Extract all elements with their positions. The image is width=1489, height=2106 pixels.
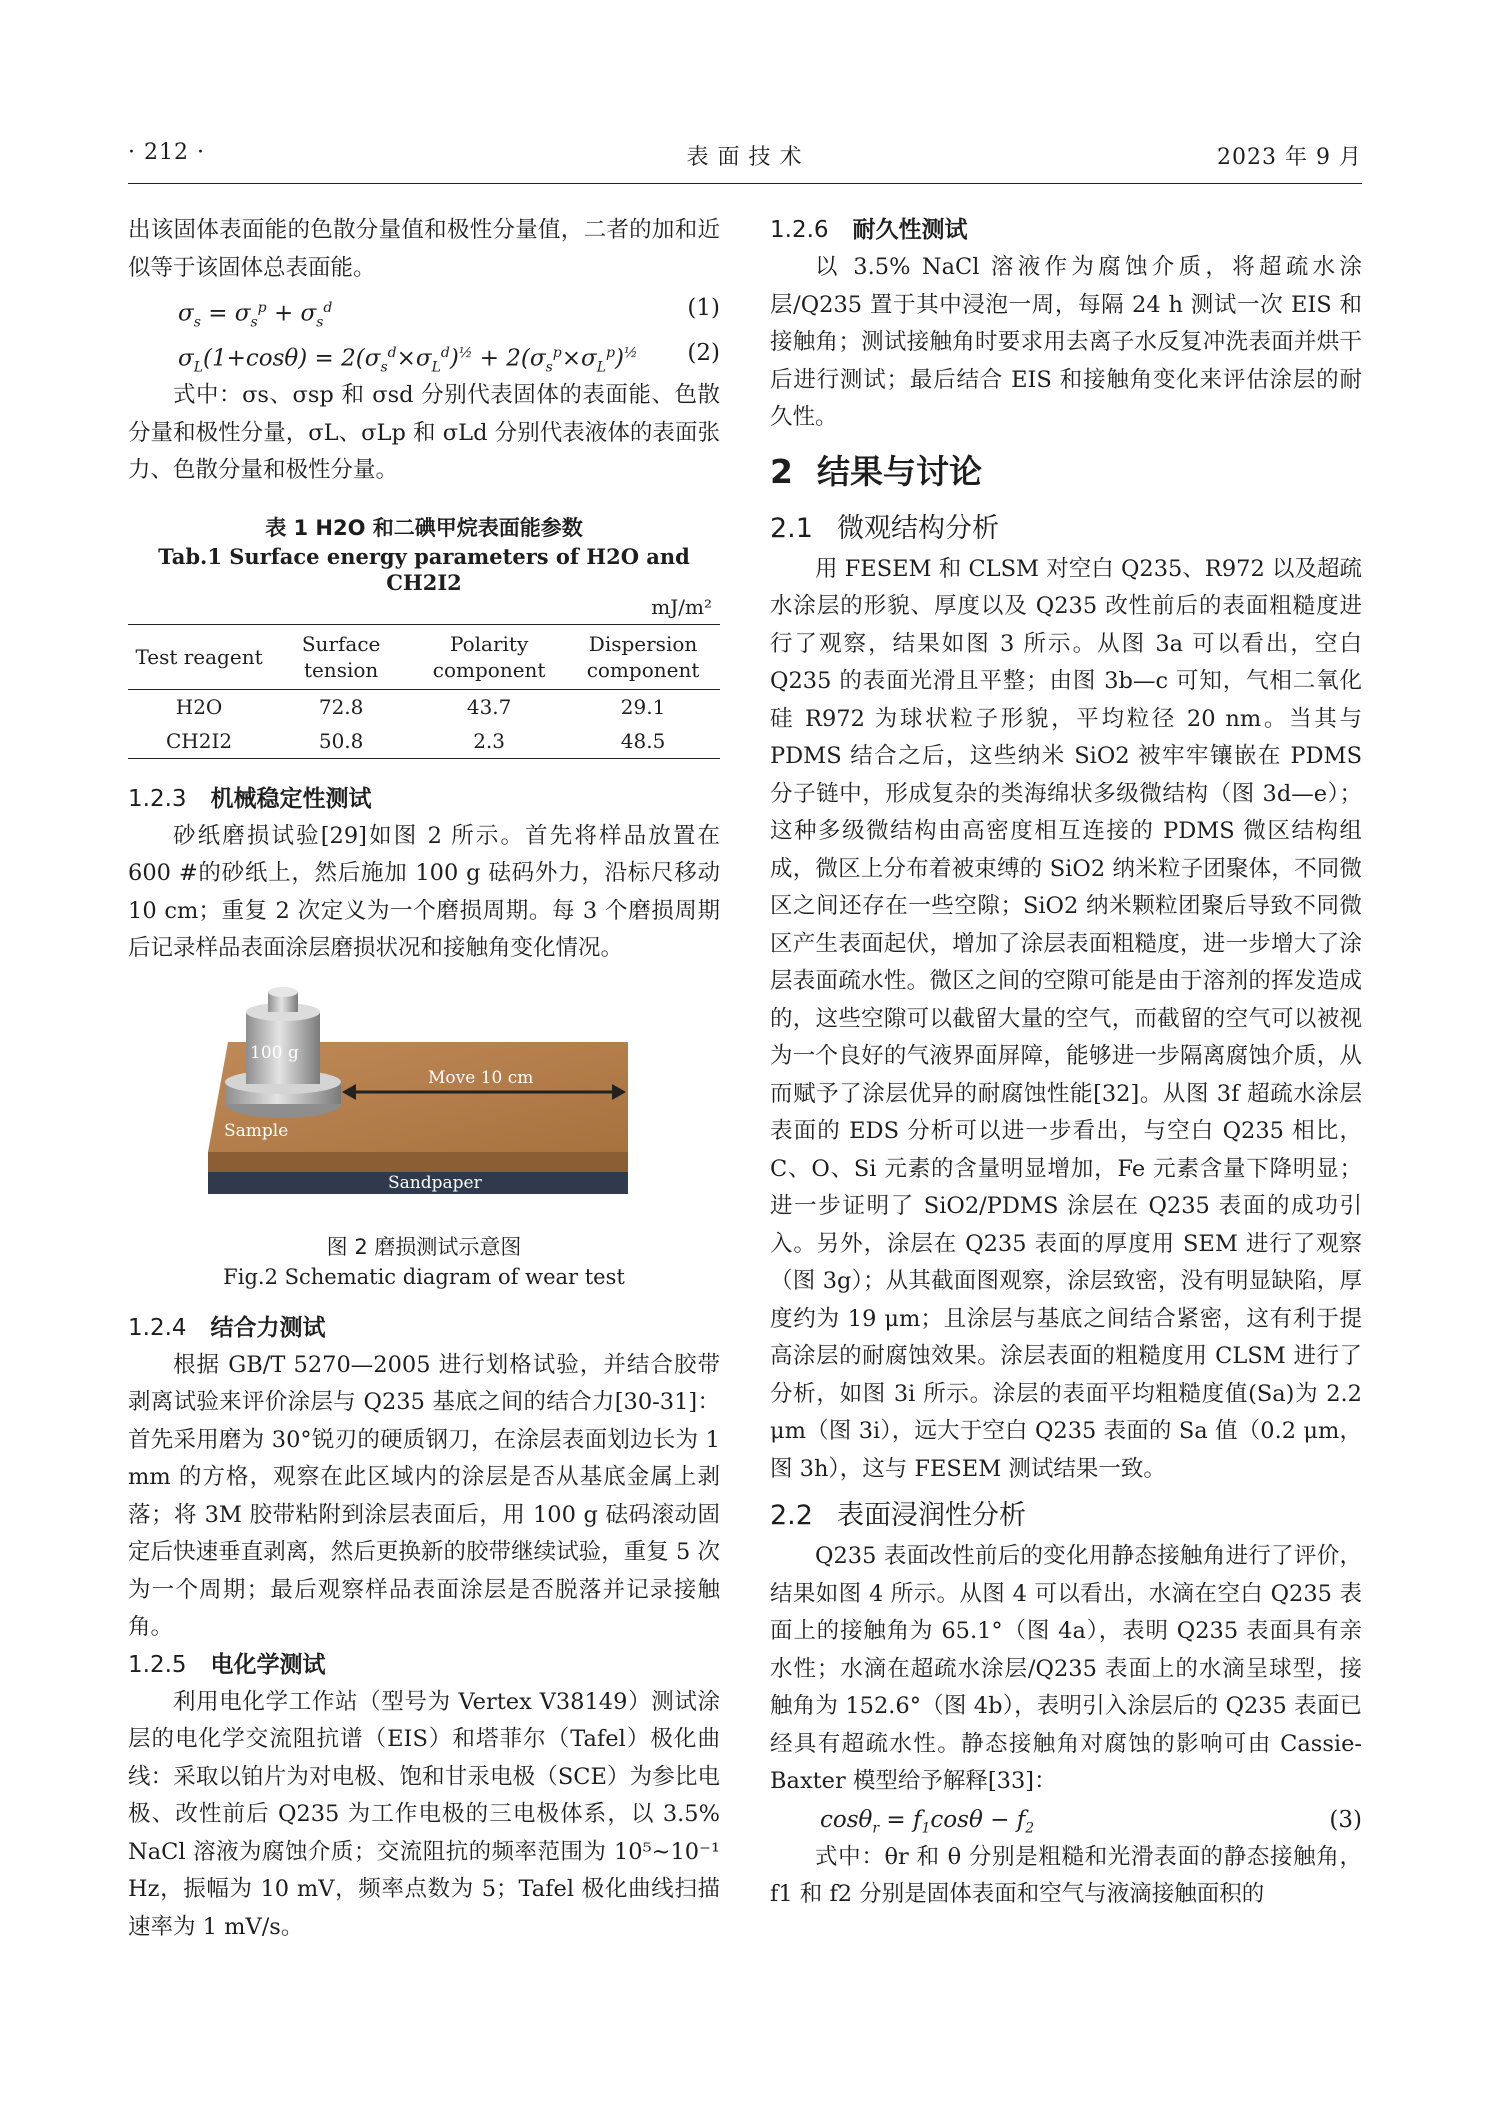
section-1-2-4-heading bbox=[128, 1310, 720, 1347]
section-title: 电化学测试 bbox=[210, 1651, 326, 1678]
sample-label: Sample bbox=[224, 1120, 289, 1141]
section-title: 微观结构分析 bbox=[836, 512, 999, 544]
surface-energy-table bbox=[128, 624, 720, 759]
table-header-cell: Surface tension bbox=[270, 624, 412, 689]
table-cell: 48.5 bbox=[566, 724, 720, 759]
section-2-1-heading bbox=[770, 507, 1362, 551]
equation-2-number: (2) bbox=[687, 340, 720, 366]
table-cell: 43.7 bbox=[466, 694, 512, 719]
section-title: 结合力测试 bbox=[210, 1314, 326, 1341]
table-row bbox=[128, 689, 720, 724]
section-1-2-5-text: 利用电化学工作站（型号为 Vertex V38149）测试涂层的电化学交流阻抗谱（EIS）和塔菲尔（Tafel）极化曲线：采取以铂片为对电极、饱和甘汞电极（SCE）为参比电极、改性前后 Q235 为工作电极的三电极体系，以 3.5% NaCl 溶液为腐蚀介质；交流阻抗的频率范围为 10⁵~10⁻¹ Hz，振幅为 10 mV，频率点数为 5；Tafel 极化曲线扫描速率为 1 mV/s。 bbox=[128, 1688, 720, 1940]
section-1-2-3-text: 砂纸磨损试验[29]如图 2 所示。首先将样品放置在 600 #的砂纸上，然后施加 100 g 砝码外力，沿标尺移动 10 cm；重复 2 次定义为一个磨损周期。每 3 个磨损周期后记录样品表面涂层磨损状况和接触角变化情况。 bbox=[128, 822, 720, 961]
section-1-2-4-text: 根据 GB/T 5270—2005 进行划格试验，并结合胶带剥离试验来评价涂层与 Q235 基底之间的结合力[30-31]：首先采用磨为 30°锐刃的硬质钢刀，在涂层表面划边长为 1 mm 的方格，观察在此区域内的涂层是否从基底金属上剥落；将 3M 胶带粘附到涂层表面后，用 100 g 砝码滚动固定后快速垂直剥离，然后更换新的胶带继续试验，重复 5 次为一个周期；最后观察样品表面涂层是否脱落并记录接触角。 bbox=[128, 1351, 720, 1640]
equation-explanation: 式中：σs、σsp 和 σsd 分别代表固体的表面能、色散分量和极性分量，σL、σLp 和 σLd 分别代表液体的表面张力、色散分量和极性分量。 bbox=[128, 382, 720, 483]
equation-3-number: (3) bbox=[1329, 1806, 1362, 1833]
table-cell: 2.3 bbox=[412, 724, 566, 759]
section-number: 1.2.6 bbox=[770, 217, 829, 243]
section-1-2-5-heading bbox=[128, 1647, 720, 1684]
table-1-title-cn: 表 1 H2O 和二碘甲烷表面能参数 bbox=[265, 515, 583, 540]
table-cell: 29.1 bbox=[620, 694, 666, 719]
section-2-2-heading bbox=[770, 1494, 1362, 1538]
header-rule bbox=[128, 183, 1362, 184]
weight-knob-top bbox=[268, 987, 298, 997]
section-2-heading bbox=[770, 447, 1362, 497]
table-1-title-en: Tab.1 Surface energy parameters of H2O and CH2I2 bbox=[158, 543, 690, 595]
section-1-2-6-heading bbox=[770, 212, 1362, 249]
section-number: 2.2 bbox=[770, 1500, 813, 1531]
equation-3: $\cos\theta_r = f_1\cos\theta - f_2$ (3) bbox=[770, 1801, 1362, 1839]
right-column bbox=[770, 212, 1362, 1914]
section-title: 机械稳定性测试 bbox=[210, 785, 372, 812]
section-number: 1.2.4 bbox=[128, 1314, 187, 1341]
table-1-unit: mJ/m² bbox=[651, 594, 712, 619]
sandpaper-label: Sandpaper bbox=[388, 1172, 482, 1193]
section-number: 2.1 bbox=[770, 512, 813, 544]
section-number: 1.2.3 bbox=[128, 785, 187, 812]
move-label: Move 10 cm bbox=[428, 1067, 534, 1088]
sample-slab-front bbox=[208, 1152, 628, 1172]
left-column bbox=[128, 212, 720, 1946]
page-number: · 212 · bbox=[128, 140, 205, 165]
table-header-row bbox=[128, 624, 720, 689]
equation-1: $\sigma_s = \sigma_s^p + \sigma_s^d$ (1) bbox=[128, 287, 720, 329]
figure-2-caption-cn: 图 2 磨损测试示意图 bbox=[326, 1234, 522, 1259]
table-header-cell: Polarity component bbox=[412, 624, 566, 689]
section-2-1-text: 用 FESEM 和 CLSM 对空白 Q235、R972 以及超疏水涂层的形貌、厚度以及 Q235 改性前后的表面粗糙度进行了观察，结果如图 3 所示。从图 3a 可以看出，空白 Q235 的表面光滑且平整；由图 3b—c 可知，气相二氧化硅 R972 为球状粒子形貌，平均粒径 20 nm。当其与 PDMS 结合之后，这些纳米 SiO2 被牢牢镶嵌在 PDMS 分子链中，形成复杂的类海绵状多级微结构（图 3d—e）；这种多级微结构由高密度相互连接的 PDMS 微区结构组成，微区上分布着被束缚的 SiO2 纳米粒子团聚体，不同微区之间还存在一些空隙；SiO2 纳米颗粒团聚后导致不同微区产生表面起伏，增加了涂层表面粗糙度，进一步增大了涂层表面疏水性。微区之间的空隙可能是由于溶剂的挥发造成的，这些空隙可以截留大量的空气，而截留的空气可以被视为一个良好的气液界面屏障，能够进一步隔离腐蚀介质，从而赋予了涂层优异的耐腐蚀性能[32]。从图 3f 超疏水涂层表面的 EDS 分析可以进一步看出，与空白 Q235 相比，C、O、Si 元素的含量明显增加，Fe 元素含量下降明显；进一步证明了 SiO2/PDMS 涂层在 Q235 表面的成功引入。另外，涂层在 Q235 表面的厚度用 SEM 进行了观察（图 3g）；从其截面图观察，涂层致密，没有明显缺陷，厚度约为 19 μm；且涂层与基底之间结合紧密，这有利于提高涂层的耐腐蚀效果。涂层表面的粗糙度用 CLSM 进行了分析，如图 3i 所示。涂层的表面平均粗糙度值(Sa)为 2.2 μm（图 3i），远大于空白 Q235 表面的 Sa 值（0.2 μm，图 3h），这与 FESEM 测试结果一致。 bbox=[770, 555, 1362, 1482]
wear-test-diagram bbox=[128, 982, 720, 1232]
section-1-2-6-text: 以 3.5% NaCl 溶液作为腐蚀介质，将超疏水涂层/Q235 置于其中浸泡一周，每隔 24 h 测试一次 EIS 和接触角；测试接触角时要求用去离子水反复冲洗表面并烘干后进行测试；最后结合 EIS 和接触角变化来评估涂层的耐久性。 bbox=[770, 254, 1362, 430]
section-1-2-3-heading bbox=[128, 781, 720, 818]
section-title: 表面浸润性分析 bbox=[836, 1500, 1026, 1531]
section-2-2-text: Q235 表面改性前后的变化用静态接触角进行了评价，结果如图 4 所示。从图 4 可以看出，水滴在空白 Q235 表面上的接触角为 65.1°（图 4a），表明 Q235 表面具有亲水性；水滴在超疏水涂层/Q235 表面上的水滴呈球型，接触角为 152.6°（图 4b），表明引入涂层后的 Q235 表面已经具有超疏水性。静态接触角对腐蚀的影响可由 Cassie-Baxter 模型给予解释[33]： bbox=[770, 1543, 1362, 1794]
figure-2-caption-en: Fig.2 Schematic diagram of wear test bbox=[223, 1264, 625, 1289]
table-row bbox=[128, 724, 720, 759]
table-header-cell: Dispersion component bbox=[566, 624, 720, 689]
equation-2: $\sigma_L(1+\cos\theta) = 2(\sigma_s^d\times\sigma_L^d)^{\frac{1}{2}} + 2(\sigma_s^p\times\sigma_L^p)^{\frac{1}{2}}$ (2) bbox=[128, 329, 720, 377]
table-cell: 50.8 bbox=[270, 724, 412, 759]
equation-3-explanation: 式中：θr 和 θ 分别是粗糙和光滑表面的静态接触角，f1 和 f2 分别是固体表面和空气与液滴接触面积的 bbox=[770, 1843, 1362, 1907]
section-title: 结果与讨论 bbox=[816, 451, 982, 491]
weight-label: 100 g bbox=[250, 1042, 299, 1063]
intro-paragraph: 出该固体表面能的色散分量值和极性分量值，二者的加和近似等于该固体总表面能。 bbox=[128, 217, 720, 281]
wear-test-figure bbox=[128, 982, 720, 1232]
table-cell: 72.8 bbox=[318, 694, 364, 719]
journal-name: 表 面 技 术 bbox=[686, 145, 803, 170]
section-title: 耐久性测试 bbox=[852, 217, 968, 243]
table-cell: CH2I2 bbox=[128, 724, 270, 759]
section-number: 2 bbox=[770, 451, 793, 491]
section-number: 1.2.5 bbox=[128, 1651, 187, 1678]
table-cell: H2O bbox=[175, 694, 223, 719]
equation-1-number: (1) bbox=[687, 295, 720, 321]
table-header-cell: Test reagent bbox=[128, 624, 270, 689]
issue-date: 2023 年 9 月 bbox=[1217, 145, 1362, 170]
